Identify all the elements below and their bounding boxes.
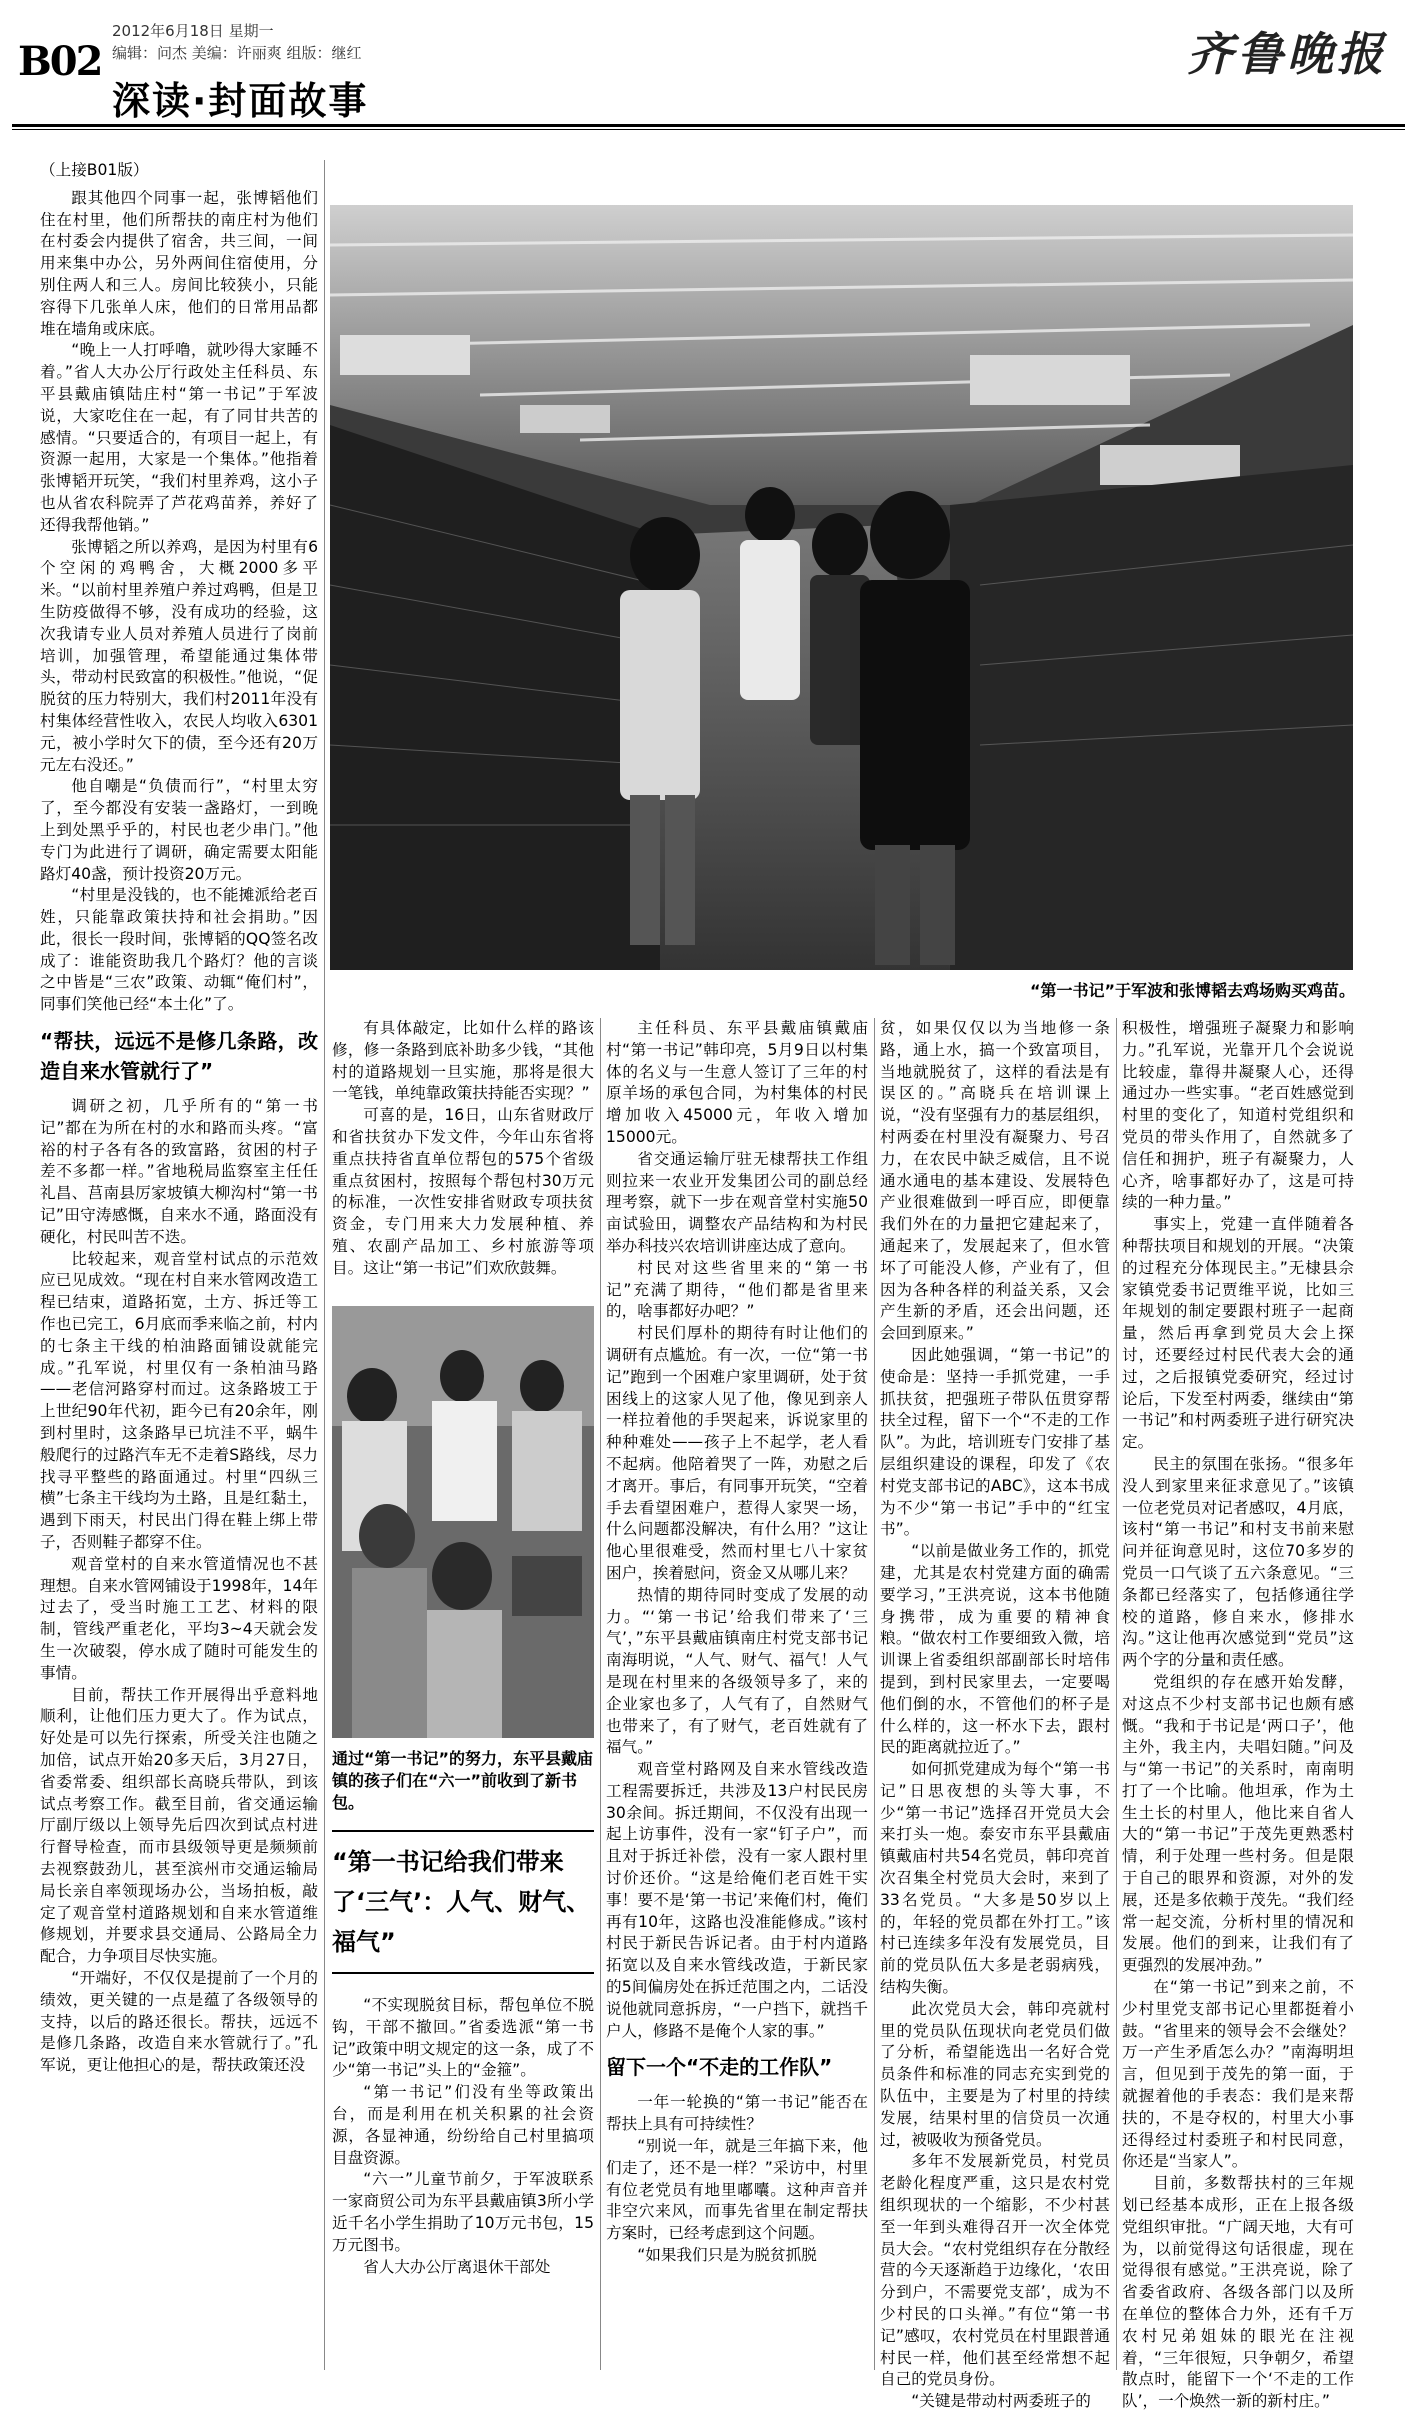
paragraph: 热情的期待同时变成了发展的动力。“‘第一书记’给我们带来了‘三气’，”东平县戴庙镇南庄村党支部书记南海明说，“人气、财气、福气！人气是现在村里来的各级领导多了，来的企业家也多了，人气有了，自然财气也带来了，有了财气，老百姓就有了福气。” [606,1585,868,1757]
photo-illustration [332,1306,594,1738]
article-column-2-lower [332,1995,594,2370]
section-title: 深读·封面故事 [112,79,369,123]
paragraph: 可喜的是，16日，山东省财政厅和省扶贫办下发文件，今年山东省将重点扶持省直单位帮包的575个省级重点贫困村，按照每个帮包村30万元的标准，一次性安排省财政专项扶贫资金，专门用来大力发展种植、养殖、农副产品加工、乡村旅游等项目。这让“第一书记”们欢欣鼓舞。 [332,1106,594,1277]
paragraph: 张博韬之所以养鸡，是因为村里有6个空闲的鸡鸭舍，大概2000多平米。“以前村里养殖户养过鸡鸭，但是卫生防疫做得不够，没有成功的经验，这次我请专业人员对养殖人员进行了岗前培训，加强管理，希望能通过集体带头，带动村民致富的积极性。”他说，“促脱贫的压力特别大，我们村2011年没有村集体经营性收入，农民人均收入6301元，被小学时欠下的债，至今还有20万元左右没还。” [40,537,318,774]
paragraph: 目前，帮扶工作开展得出乎意料地顺利，让他们压力更大了。作为试点，好处是可以先行探索，所受关注也随之加倍，试点开始20多天后，3月27日，省委常委、组织部长高晓兵带队，到该试点考察工作。截至目前，省交通运输厅副厅级以上领导先后四次到试点村进行督导检查，而市县级领导更是频频前去视察鼓劲儿，甚至滨州市交通运输局局长亲自率领现场办公，当场拍板，敲定了观音堂村道路规划和自来水管道维修规划，并要求县交通局、公路局全力配合，力争项目尽快实施。 [40,1685,318,1966]
paragraph: 跟其他四个同事一起，张博韬他们住在村里，他们所帮扶的南庄村为他们在村委会内提供了宿舍，共三间，一间用来集中办公，另外两间住宿使用，分别住两人和三人。房间比较狭小，只能容得下几张单人床，他们的日常用品都堆在墙角或床底。 [40,188,318,338]
header-rule-thin [12,129,1405,130]
paragraph: “第一书记”们没有坐等政策出台，而是利用在机关积累的社会资源，各显神通，纷纷给自己村里搞项目盘资源。 [332,2083,594,2167]
paragraph: 比较起来，观音堂村试点的示范效应已见成效。“现在村自来水管网改造工程已结束，道路拓宽，土方、拆迁等工作也已完工，6月底而季来临之前，村内的七条主干线的柏油路面铺设就能完成。”孔军说，村里仅有一条柏油马路——老信河路穿村而过。这条路坡工于上世纪90年代初，距今已有20余年，刚到村里时，这条路早已坑洼不平，蜗牛般爬行的过路汽车无不走着S路线，尽力找寻平整些的路面通过。村里“四纵三横”七条主干线均为土路，且是红黏土，遇到下雨天，村民出门得在鞋上绑上带子，否则鞋子都穿不住。 [40,1249,318,1552]
column-divider [874,1018,875,2370]
photo-illustration [330,205,1353,970]
pull-quote: “第一书记给我们带来了‘三气’：人气、财气、福气” [332,1830,594,1974]
paragraph: 村民们厚朴的期待有时让他们的调研有点尴尬。有一次，一位“第一书记”跑到一个困难户家里调研，处于贫困线上的这家人见了他，像见到亲人一样拉着他的手哭起来，诉说家里的种种难处——孩子上不起学，老人看不起病。他陪着哭了一阵，劝慰之后才离开。事后，有同事开玩笑，“空着手去看望困难户，惹得人家哭一场，什么问题都没解决，有什么用？”这让他心里很难受，然而村里七八十家贫困户，挨着慰问，资金又从哪儿来？ [606,1324,868,1582]
paragraph: 目前，多数帮扶村的三年规划已经基本成形，正在上报各级党组织审批。“广阔天地，大有可为，以前觉得这句话很虚，现在觉得很有感觉。”王洪亮说，除了省委省政府、各级各部门以及所在单位的整体合力外，还有千万农村兄弟姐妹的眼光在注视着，“三年很短，只争朝夕，希望散点时，能留下一个‘不走的工作队’，一个焕然一新的新村庄。” [1122,2174,1354,2411]
paragraph: 主任科员、东平县戴庙镇戴庙村“第一书记”韩印亮，5月9日以村集体的名义与一生意人签订了三年的村原羊场的承包合同，为村集体的村民增加收入45000元，年收入增加15000元。 [606,1019,868,1146]
paragraph: 调研之初，几乎所有的“第一书记”都在为所在村的水和路而头疼。“富裕的村子各有各的致富路，贫困的村子差不多都一样。”省地税局监察室主任任礼昌、莒南县厉家坡镇大柳沟村“第一书记”田守涛感慨，自来水不通，路面没有硬化，村民叫苦不迭。 [40,1097,318,1246]
paragraph: 因此她强调，“第一书记”的使命是：坚持一手抓党建，一手抓扶贫，把强班子带队伍贯穿帮扶全过程，留下一个“不走的工作队”。为此，培训班专门安排了基层组织建设的课程，印发了《农村党支部书记的ABC》，这本书成为不少“第一书记”手中的“红宝书”。 [880,1345,1110,1539]
photo-caption-children: 通过“第一书记”的努力，东平县戴庙镇的孩子们在“六一”前收到了新书包。 [332,1749,594,1812]
paragraph: 如何抓党建成为每个“第一书记”日思夜想的头等大事，不少“第一书记”选择召开党员大会来打头一炮。泰安市东平县戴庙镇戴庙村共54名党员，韩印亮首次召集全村党员大会时，来到了33名党员。“大多是50岁以上的，年轻的党员都在外打工。”该村已连续多年没有发展党员，目前的党员队伍大多是老弱病残，结构失衡。 [880,1760,1110,1997]
staff-line: 编辑：问杰 美编：许丽爽 组版：继红 [112,44,362,62]
paragraph: “开端好，不仅仅是提前了一个月的绩效，更关键的一点是蕴了各级领导的支持，以后的路还很长。帮扶，远远不是修几条路，改造自来水管就行了。”孔军说，更让他担心的是，帮扶政策还没 [40,1968,318,2075]
paragraph: 他自嘲是“负债而行”，“村里太穷了，至今都没有安装一盏路灯，一到晚上到处黑乎乎的，村民也老少串门。”他专门为此进行了调研，确定需要太阳能路灯40盏，预计投资20万元。 [40,777,318,883]
column-divider [324,160,325,2370]
paragraph: 观音堂村的自来水管道情况也不甚理想。自来水管网铺设于1998年，14年过去了，受当时施工工艺、材料的限制，管线严重老化，平均3~4天就会发生一次破裂，停水成了随时可能发生的事情。 [40,1554,318,1682]
column-divider [1116,1018,1117,2370]
paragraph: 贫，如果仅仅以为当地修一条路，通上水，搞一个致富项目，当地就脱贫了，这样的看法是有误区的。”高晓兵在培训课上说，“没有坚强有力的基层组织，村两委在村里没有凝聚力、号召力，在农民中缺乏威信，且不说通水通电的基本建设、发展特色产业很难做到一呼百应，即便靠我们外在的力量把它建起来了，通起来了，发展起来了，但水管坏了可能没人修，产业有了，但因为各种各样的利益关系，又会产生新的矛盾，还会出问题，还会回到原来。” [880,1019,1110,1343]
page-number: B02 [18,38,102,85]
paragraph: “晚上一人打呼噜，就吵得大家睡不着。”省人大办公厅行政处主任科员、东平县戴庙镇陆庄村“第一书记”于军波说，大家吃住在一起，有了同甘共苦的感情。“只要适合的，有项目一起上，有资源一起用，大家是一个集体。”他指着张博韬开玩笑，“我们村里养鸡，这小子也从省农科院弄了芦花鸡苗养，养好了还得我帮他销。” [40,341,318,534]
chicken-farm-photo [330,205,1353,970]
article-column-3 [606,1018,868,2370]
paragraph: 观音堂村路网及自来水管线改造工程需要拆迁，共涉及13户村民民房30余间。拆迁期间，不仅没有出现一起上访事件，没有一家“钉子户”，而且对于拆迁补偿，没有一家人跟村里讨价还价。“这是给俺们老百姓干实事！要不是‘第一书记’来俺们村，俺们再有10年，这路也没准能修成。”该村村民于新民告诉记者。由于村内道路拓宽以及自来水管线改造，于新民家的5间偏房处在拆迁范围之内，二话没说他就同意拆房，“一户挡下，就挡千户人，修路不是俺个人家的事。” [606,1760,868,2040]
paragraph: “关键是带动村两委班子的 [911,2392,1091,2411]
paragraph: “不实现脱贫目标，帮包单位不脱钩，干部不撤回。”省委选派“第一书记”政策中明文规定的这一条，成了不少“第一书记”头上的“金箍”。 [332,1996,594,2080]
subheading: 留下一个“不走的工作队” [606,2055,833,2080]
paragraph: 有具体敲定，比如什么样的路该修，修一条路到底补助多少钱，“其他村的道路规划一旦实施，那将是很大一笔钱，单纯靠政策扶持能否实现？” [332,1019,594,1103]
paragraph: 多年不发展新党员，村党员老龄化程度严重，这只是农村党组织现状的一个缩影，不少村甚至一年到头难得召开一次全体党员大会。“农村党组织存在分散经营的今天逐渐趋于边缘化，‘农田分到户，不需要党支部’，成为不少村民的口头禅。”有位“第一书记”感叹，农村党员在村里跟普通村民一样，他们甚至经常想不起自己的党员身份。 [880,2152,1110,2389]
paragraph: “以前是做业务工作的，抓党建，尤其是农村党建方面的确需要学习，”王洪亮说，这本书他随身携带，成为重要的精神食粮。“做农村工作要细致入微，培训课上省委组织部副部长时培伟提到，到村民家里去，一定要喝他们倒的水，不管他们的杯子是什么样的，这一杯水下去，跟村民的距离就拉近了。” [880,1542,1110,1757]
paragraph: “六一”儿童节前夕，于军波联系一家商贸公司为东平县戴庙镇3所小学近千名小学生捐助了10万元书包，15万元图书。 [332,2170,594,2254]
paragraph: 民主的氛围在张扬。“很多年没人到家里来征求意见了。”该镇一位老党员对记者感叹，4月底，该村“第一书记”和村支书前来慰问并征询意见时，这位70多岁的党员一口气谈了五六条意见。“三条都已经落实了，包括修通往学校的道路，修自来水，修排水沟。”这让他再次感觉到“党员”这两个字的分量和责任感。 [1122,1454,1354,1670]
paragraph: 此次党员大会，韩印亮就村里的党员队伍现状向老党员们做了分析，希望能选出一名好合党员条件和标准的同志充实到党的队伍中，主要是为了村里的持续发展，结果村里的信贷员一次通过，被吸收为预备党员。 [880,1999,1110,2149]
paragraph: “村里是没钱的，也不能摊派给老百姓，只能靠政策扶持和社会捐助。”因此，很长一段时间，张博韬的QQ签名改成了：谁能资助我几个路灯？他的言谈之中皆是“三农”政策、动辄“俺们村”，同事们笑他已经“本土化”了。 [40,886,318,1014]
paragraph: 省交通运输厅驻无棣帮扶工作组则拉来一农业开发集团公司的副总经理考察，就下一步在观音堂村实施50亩试验田，调整农产品结构和为村民举办科技兴农培训讲座达成了意向。 [606,1149,868,1255]
article-column-4 [880,1018,1110,2411]
header-rule [12,124,1405,127]
photo-caption: “第一书记”于军波和张博韬去鸡场购买鸡苗。 [1029,981,1355,1000]
paragraph: “别说一年，就是三年搞下来，他们走了，还不是一样？”采访中，村里有位老党员有地里嘟囔。这种声音并非空穴来风，而事先省里在制定帮扶方案时，已经考虑到这个问题。 [606,2137,868,2243]
paragraph: 村民对这些省里来的“第一书记”充满了期待，“他们都是省里来的，啥事都好办吧？” [606,1258,868,1321]
paragraph: 积极性，增强班子凝聚力和影响力。”孔军说，光靠开几个会说说比较虚，靠得井凝聚人心，还得通过办一些实事。“老百姓感觉到村里的变化了，知道村党组织和党员的带头作用了，自然就多了信任和拥护，班子有凝聚力，人心齐，啥事都好办了，这是可持续的一种力量。” [1122,1019,1354,1212]
paragraph: “如果我们只是为脱贫抓脱 [637,2246,817,2265]
page-header [0,0,1417,130]
article-column-5 [1122,1018,1354,2411]
date-line: 2012年6月18日 星期一 [112,22,274,40]
article-column-1 [40,160,318,2370]
paragraph: 事实上，党建一直伴随着各种帮扶项目和规划的开展。“决策的过程充分体现民主。”无棣县佘家镇党委书记贾维平说，比如三年规划的制定要跟村班子一起商量，然后再拿到党员大会上探讨，还要经过村民代表大会的通过，之后报镇党委研究，经过讨论后，下发至村两委，继续由“第一书记”和村两委班子进行研究决定。 [1122,1215,1354,1452]
column-divider [600,1018,601,2370]
subheading: “帮扶，远远不是修几条路，改造自来水管就行了” [40,1029,318,1084]
newspaper-logo: 齐鲁晚报 [1187,27,1387,81]
paragraph: 在“第一书记”到来之前，不少村里党支部书记心里都挺着小鼓。“省里来的领导会不会继处？万一产生矛盾怎么办？”南海明坦言，但见到于茂先的第一面，于就握着他的手表态：我们是来帮扶的，不是夺权的，村里大小事还得经过村委班子和村民同意，你还是“当家人”。 [1122,1978,1354,2171]
paragraph: 一年一轮换的“第一书记”能否在帮扶上具有可持续性？ [606,2093,868,2134]
children-photo [332,1306,594,1738]
continued-note: （上接B01版） [40,161,149,179]
paragraph: 省人大办公厅离退休干部处 [363,2257,551,2276]
paragraph: 党组织的存在感开始发酵，对这点不少村支部书记也颇有感慨。“我和于书记是‘两口子’，他主外，我主内，夫唱妇随。”问及与“第一书记”的关系时，南南明打了一个比喻。他坦承，作为土生土长的村里人，他比来自省人大的“第一书记”于茂先更熟悉村情，利于处理一些村务。但是限于自己的眼界和资源，对外的发展，还是多依赖于茂先。“我们经常一起交流，分析村里的情况和发展。他们的到来，让我们有了更强烈的发展冲劲。” [1122,1672,1354,1975]
